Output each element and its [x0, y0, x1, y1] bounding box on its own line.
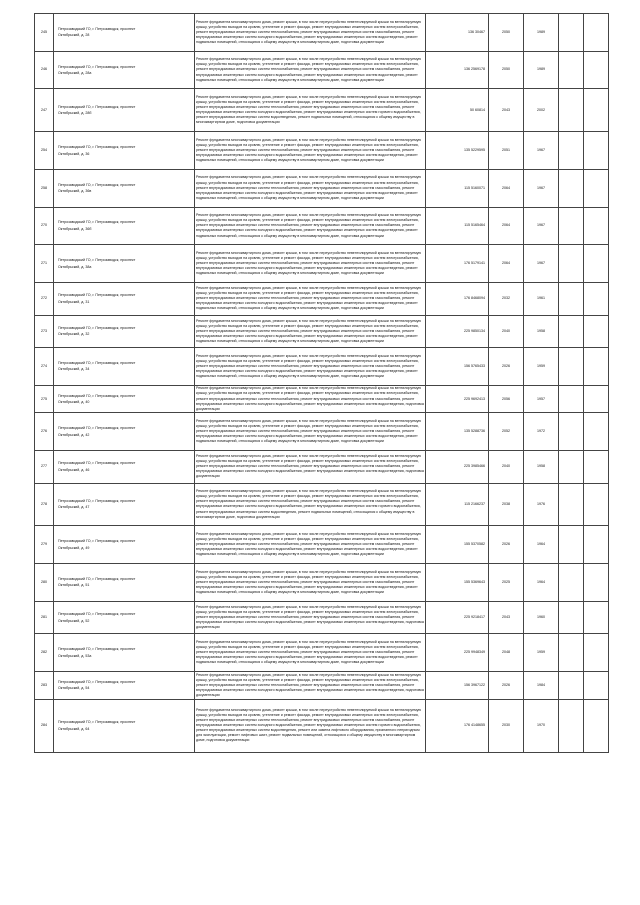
planned-year: 2064: [489, 245, 524, 283]
empty-cell: [584, 483, 609, 526]
address-line-1: Петрозаводский ГО, г. Петрозаводск, проспект: [58, 720, 136, 725]
works-description: Ремонт фундамента многоквартирного дома, ремонт крыши, в том числе переустройство невентилируемой крыши на вентилируемую крышу, устройство выходов на кровлю, утепление и ремонт фасада, ремонт внутридомовых инженерных систем электроснабжения, ремонт внутридомовых инженерных систем теплоснабжения, ремонт внутридомовых инженерных систем газоснабжения, ремонт внутридомовых инженерных систем холодного водоснабжения, ремонт внутридомовых инженерных систем водоотведения, подготовка документации: [195, 601, 426, 634]
address-cell: [54, 14, 195, 52]
cost-value: 135 5229595: [426, 132, 489, 170]
address-line-1: Петрозаводский ГО, г. Петрозаводск, проспект: [58, 612, 136, 617]
build-year: 1967: [524, 132, 559, 170]
address-line-1: Петрозаводский ГО, г. Петрозаводск, проспект: [58, 325, 136, 330]
cost-value: 155 5369643: [426, 564, 489, 602]
empty-cell: [559, 207, 584, 245]
row-number: 272: [35, 282, 54, 315]
row-number: 274: [35, 348, 54, 386]
cost-value: 135 5288736: [426, 413, 489, 451]
address-cell: [54, 413, 195, 451]
build-year: 1967: [524, 207, 559, 245]
works-description: Ремонт фундамента многоквартирного дома, ремонт крыши, в том числе переустройство невентилируемой крыши на вентилируемую крышу, устройство выходов на кровлю, утепление и ремонт фасада, ремонт внутридомовых инженерных систем электроснабжения, ремонт внутридомовых инженерных систем теплоснабжения, ремонт внутридомовых инженерных систем газоснабжения, ремонт внутридомовых инженерных систем холодного водоснабжения, ремонт внутридомовых инженерных систем водоотведения, подготовка документации: [195, 672, 426, 700]
empty-cell: [559, 699, 584, 752]
build-year: 1960: [524, 601, 559, 634]
planned-year: 2040: [489, 450, 524, 483]
address-line-1: Петрозаводский ГО, г. Петрозаводск, проспект: [58, 393, 136, 398]
planned-year: 2051: [489, 132, 524, 170]
cost-value: 115 5165464: [426, 207, 489, 245]
empty-cell: [584, 699, 609, 752]
address-line-2: Октябрьский, д. 54: [58, 686, 90, 691]
address-cell: [54, 132, 195, 170]
address-line-2: Октябрьский, д. 31: [58, 299, 90, 304]
planned-year: 2043: [489, 601, 524, 634]
cost-value: 225 9948349: [426, 634, 489, 672]
works-description: Ремонт фундамента многоквартирного дома, ремонт крыши, в том числе переустройство невентилируемой крыши на вентилируемую крышу, устройство выходов на кровлю, утепление и ремонт фасада, ремонт внутридомовых инженерных систем электроснабжения, ремонт внутридомовых инженерных систем теплоснабжения, ремонт внутридомовых инженерных систем газоснабжения, ремонт внутридомовых инженерных систем холодного водоснабжения, ремонт внутридомовых инженерных систем водоотведения, ремонт подвальных помещений, относящихся к общему имуществу в многоквартирном доме, подготовка документации: [195, 207, 426, 245]
address-line-2: Октябрьский, д. 49: [58, 545, 90, 550]
works-description: Ремонт фундамента многоквартирного дома, ремонт крыши, в том числе переустройство невентилируемой крыши на вентилируемую крышу, устройство выходов на кровлю, утепление и ремонт фасада, ремонт внутридомовых инженерных систем электроснабжения, ремонт внутридомовых инженерных систем теплоснабжения, ремонт внутридомовых инженерных систем газоснабжения, ремонт внутридомовых инженерных систем холодного водоснабжения, ремонт внутридомовых инженерных систем водоотведения, ремонт подвальных помещений, относящихся к общему имуществу в многоквартирном доме, подготовка документации: [195, 169, 426, 207]
build-year: 1972: [524, 413, 559, 451]
cost-value: 115 2166237: [426, 483, 489, 526]
cost-value: 115 5160071: [426, 169, 489, 207]
cost-value: 225 3985466: [426, 450, 489, 483]
table-row: [35, 699, 609, 752]
works-description: Ремонт фундамента многоквартирного дома, ремонт крыши, в том числе переустройство невентилируемой крыши на вентилируемую крышу, устройство выходов на кровлю, утепление и ремонт фасада, ремонт внутридомовых инженерных систем электроснабжения, ремонт внутридомовых инженерных систем теплоснабжения, ремонт внутридомовых инженерных систем газоснабжения, ремонт внутридомовых инженерных систем холодного водоснабжения, ремонт внутридомовых инженерных систем водоотведения, ремонт подвальных помещений, относящихся к общему имуществу в многоквартирном доме, подготовка документации: [195, 634, 426, 672]
address-line-2: Октябрьский, д. 28б: [58, 111, 92, 116]
address-line-2: Октябрьский, д. 46: [58, 467, 90, 472]
works-description: Ремонт фундамента многоквартирного дома, ремонт крыши, в том числе переустройство невентилируемой крыши на вентилируемую крышу, устройство выходов на кровлю, утепление и ремонт фасада, ремонт внутридомовых инженерных систем электроснабжения, ремонт внутридомовых инженерных систем теплоснабжения, ремонт внутридомовых инженерных систем газоснабжения, ремонт внутридомовых инженерных систем холодного водоснабжения, ремонт внутридомовых инженерных систем водоотведения, ремонт подвальных помещений, относящихся к общему имуществу в многоквартирном доме, подготовка документации: [195, 282, 426, 315]
empty-cell: [559, 282, 584, 315]
address-cell: [54, 672, 195, 700]
address-cell: [54, 245, 195, 283]
address-line-2: Октябрьский, д. 52: [58, 618, 90, 623]
row-number: 278: [35, 483, 54, 526]
cost-value: 225 9692413: [426, 385, 489, 413]
address-line-1: Петрозаводский ГО, г. Петрозаводск, проспект: [58, 498, 136, 503]
works-description: Ремонт фундамента многоквартирного дома, ремонт крыши, в том числе переустройство невентилируемой крыши на вентилируемую крышу, устройство выходов на кровлю, утепление и ремонт фасада, ремонт внутридомовых инженерных систем электроснабжения, ремонт внутридомовых инженерных систем теплоснабжения, ремонт внутридомовых инженерных систем газоснабжения, ремонт внутридомовых инженерных систем холодного водоснабжения, ремонт внутридомовых инженерных систем водоотведения, ремонт подвальных помещений, относящихся к общему имуществу в многоквартирном доме, подготовка документации: [195, 245, 426, 283]
cost-value: 176 5179141: [426, 245, 489, 283]
planned-year: 2050: [489, 14, 524, 52]
empty-cell: [559, 672, 584, 700]
empty-cell: [559, 564, 584, 602]
empty-cell: [584, 564, 609, 602]
planned-year: 2043: [489, 89, 524, 132]
table-row: [35, 245, 609, 283]
cost-value: 225 9218417: [426, 601, 489, 634]
empty-cell: [559, 601, 584, 634]
row-number: 245: [35, 14, 54, 52]
build-year: 1989: [524, 14, 559, 52]
empty-cell: [584, 526, 609, 564]
address-cell: [54, 634, 195, 672]
cost-value: 136 30467: [426, 14, 489, 52]
row-number: 282: [35, 634, 54, 672]
address-line-1: Петрозаводский ГО, г. Петрозаводск, проспект: [58, 426, 136, 431]
empty-cell: [584, 51, 609, 89]
address-line-1: Петрозаводский ГО, г. Петрозаводск, проспект: [58, 64, 136, 69]
works-description: Ремонт фундамента многоквартирного дома, ремонт крыши, в том числе переустройство невентилируемой крыши на вентилируемую крышу, устройство выходов на кровлю, утепление и ремонт фасада, ремонт внутридомовых инженерных систем электроснабжения, ремонт внутридомовых инженерных систем теплоснабжения, ремонт внутридомовых инженерных систем газоснабжения, ремонт внутридомовых инженерных систем холодного водоснабжения, ремонт внутридомовых инженерных систем горячего водоснабжения, ремонт внутридомовых инженерных систем водоотведения, ремонт или замена лифтового оборудования, признанного непригодным для эксплуатации, ремонт лифтовых шахт, ремонт подвальных помещений, относящихся к общему имуществу в многоквартирном доме, подготовка документации: [195, 699, 426, 752]
address-line-1: Петрозаводский ГО, г. Петрозаводск, проспект: [58, 679, 136, 684]
address-line-2: Октябрьский, д. 64: [58, 726, 90, 731]
empty-cell: [584, 385, 609, 413]
address-line-2: Октябрьский, д. 28а: [58, 71, 92, 76]
table-row: [35, 14, 609, 52]
planned-year: 2048: [489, 634, 524, 672]
table-row: [35, 483, 609, 526]
empty-cell: [559, 413, 584, 451]
cost-value: 50 60814: [426, 89, 489, 132]
address-cell: [54, 483, 195, 526]
empty-cell: [584, 14, 609, 52]
table-row: [35, 450, 609, 483]
address-cell: [54, 564, 195, 602]
empty-cell: [584, 634, 609, 672]
address-cell: [54, 601, 195, 634]
build-year: 1958: [524, 450, 559, 483]
address-line-2: Октябрьский, д. 32: [58, 332, 90, 337]
row-number: 254: [35, 132, 54, 170]
table-row: [35, 413, 609, 451]
row-number: 271: [35, 245, 54, 283]
build-year: 1989: [524, 51, 559, 89]
planned-year: 2052: [489, 413, 524, 451]
build-year: 1984: [524, 672, 559, 700]
table-row: [35, 282, 609, 315]
build-year: 1970: [524, 699, 559, 752]
planned-year: 2026: [489, 672, 524, 700]
build-year: 1959: [524, 348, 559, 386]
works-description: Ремонт фундамента многоквартирного дома, ремонт крыши, в том числе переустройство невентилируемой крыши на вентилируемую крышу, устройство выходов на кровлю, утепление и ремонт фасада, ремонт внутридомовых инженерных систем электроснабжения, ремонт внутридомовых инженерных систем теплоснабжения, ремонт внутридомовых инженерных систем газоснабжения, ремонт внутридомовых инженерных систем холодного водоснабжения, ремонт внутридомовых инженерных систем водоотведения, ремонт подвальных помещений, относящихся к общему имуществу в многоквартирном доме, подготовка документации: [195, 51, 426, 89]
table-body: [35, 14, 609, 753]
planned-year: 2038: [489, 483, 524, 526]
build-year: 1959: [524, 634, 559, 672]
row-number: 270: [35, 207, 54, 245]
build-year: 1967: [524, 169, 559, 207]
empty-cell: [559, 385, 584, 413]
planned-year: 2064: [489, 207, 524, 245]
address-cell: [54, 450, 195, 483]
empty-cell: [584, 413, 609, 451]
empty-cell: [559, 14, 584, 52]
cost-value: 136 2569178: [426, 51, 489, 89]
table-row: [35, 385, 609, 413]
empty-cell: [559, 132, 584, 170]
address-line-1: Петрозаводский ГО, г. Петрозаводск, проспект: [58, 220, 136, 225]
empty-cell: [584, 89, 609, 132]
address-line-2: Октябрьский, д. 42: [58, 432, 90, 437]
address-cell: [54, 526, 195, 564]
empty-cell: [584, 348, 609, 386]
planned-year: 2026: [489, 348, 524, 386]
empty-cell: [584, 672, 609, 700]
cost-value: 176 4148655: [426, 699, 489, 752]
row-number: 284: [35, 699, 54, 752]
address-line-1: Петрозаводский ГО, г. Петрозаводск, проспект: [58, 145, 136, 150]
works-description: Ремонт фундамента многоквартирного дома, ремонт крыши, в том числе переустройство невентилируемой крыши на вентилируемую крышу, устройство выходов на кровлю, утепление и ремонт фасада, ремонт внутридомовых инженерных систем электроснабжения, ремонт внутридомовых инженерных систем теплоснабжения, ремонт внутридомовых инженерных систем газоснабжения, ремонт внутридомовых инженерных систем холодного водоснабжения, ремонт внутридомовых инженерных систем водоотведения, подготовка документации: [195, 450, 426, 483]
address-line-1: Петрозаводский ГО, г. Петрозаводск, проспект: [58, 258, 136, 263]
row-number: 258: [35, 169, 54, 207]
empty-cell: [584, 245, 609, 283]
table-row: [35, 634, 609, 672]
build-year: 1964: [524, 564, 559, 602]
address-cell: [54, 699, 195, 752]
empty-cell: [559, 315, 584, 348]
address-line-2: Октябрьский, д. 53а: [58, 653, 92, 658]
address-cell: [54, 348, 195, 386]
address-line-1: Петрозаводский ГО, г. Петрозаводск, проспект: [58, 360, 136, 365]
works-description: Ремонт фундамента многоквартирного дома, ремонт крыши, в том числе переустройство невентилируемой крыши на вентилируемую крышу, устройство выходов на кровлю, утепление и ремонт фасада, ремонт внутридомовых инженерных систем электроснабжения, ремонт внутридомовых инженерных систем теплоснабжения, ремонт внутридомовых инженерных систем газоснабжения, ремонт внутридомовых инженерных систем холодного водоснабжения, ремонт внутридомовых инженерных систем водоотведения, ремонт подвальных помещений, относящихся к общему имуществу в многоквартирном доме, подготовка документации: [195, 14, 426, 52]
empty-cell: [584, 450, 609, 483]
planned-year: 2030: [489, 699, 524, 752]
planned-year: 2050: [489, 51, 524, 89]
row-number: 275: [35, 385, 54, 413]
address-line-1: Петрозаводский ГО, г. Петрозаводск, проспект: [58, 647, 136, 652]
empty-cell: [559, 89, 584, 132]
works-description: Ремонт фундамента многоквартирного дома, ремонт крыши, в том числе переустройство невентилируемой крыши на вентилируемую крышу, устройство выходов на кровлю, утепление и ремонт фасада, ремонт внутридомовых инженерных систем электроснабжения, ремонт внутридомовых инженерных систем теплоснабжения, ремонт внутридомовых инженерных систем газоснабжения, ремонт внутридомовых инженерных систем холодного водоснабжения, ремонт внутридомовых инженерных систем водоотведения, ремонт подвальных помещений, относящихся к общему имуществу в многоквартирном доме, подготовка документации: [195, 348, 426, 386]
table-row: [35, 51, 609, 89]
planned-year: 2040: [489, 315, 524, 348]
address-cell: [54, 315, 195, 348]
empty-cell: [559, 634, 584, 672]
cost-value: 156 3967122: [426, 672, 489, 700]
build-year: 1964: [524, 526, 559, 564]
row-number: 247: [35, 89, 54, 132]
address-line-1: Петрозаводский ГО, г. Петрозаводск, проспект: [58, 576, 136, 581]
address-cell: [54, 89, 195, 132]
empty-cell: [559, 483, 584, 526]
row-number: 273: [35, 315, 54, 348]
empty-cell: [559, 526, 584, 564]
address-line-1: Петрозаводский ГО, г. Петрозаводск, проспект: [58, 104, 136, 109]
address-line-2: Октябрьский, д. 51: [58, 583, 90, 588]
build-year: 1976: [524, 483, 559, 526]
address-line-1: Петрозаводский ГО, г. Петрозаводск, проспект: [58, 539, 136, 544]
works-table: [34, 13, 609, 753]
works-description: Ремонт фундамента многоквартирного дома, ремонт крыши, в том числе переустройство невентилируемой крыши на вентилируемую крышу, устройство выходов на кровлю, утепление и ремонт фасада, ремонт внутридомовых инженерных систем электроснабжения, ремонт внутридомовых инженерных систем теплоснабжения, ремонт внутридомовых инженерных систем газоснабжения, ремонт внутридомовых инженерных систем холодного водоснабжения, ремонт внутридомовых инженерных систем горячего водоснабжения, ремонт внутридомовых инженерных систем водоотведения, ремонт подвальных помещений, относящихся к общему имуществу в многоквартирном доме, подготовка документации: [195, 89, 426, 132]
address-line-1: Петрозаводский ГО, г. Петрозаводск, проспект: [58, 182, 136, 187]
build-year: 1957: [524, 385, 559, 413]
build-year: 1967: [524, 245, 559, 283]
address-line-2: Октябрьский, д. 28: [58, 33, 90, 38]
address-line-2: Октябрьский, д. 34: [58, 367, 90, 372]
empty-cell: [584, 132, 609, 170]
empty-cell: [559, 51, 584, 89]
cost-value: 176 8468094: [426, 282, 489, 315]
table-row: [35, 89, 609, 132]
table-row: [35, 564, 609, 602]
table-row: [35, 169, 609, 207]
planned-year: 2032: [489, 282, 524, 315]
table-row: [35, 672, 609, 700]
empty-cell: [559, 348, 584, 386]
row-number: 281: [35, 601, 54, 634]
empty-cell: [584, 315, 609, 348]
empty-cell: [559, 245, 584, 283]
address-line-1: Петрозаводский ГО, г. Петрозаводск, проспект: [58, 293, 136, 298]
address-cell: [54, 169, 195, 207]
planned-year: 2064: [489, 169, 524, 207]
address-line-2: Октябрьский, д. 36в: [58, 189, 92, 194]
planned-year: 2056: [489, 385, 524, 413]
table-row: [35, 526, 609, 564]
address-cell: [54, 385, 195, 413]
row-number: 246: [35, 51, 54, 89]
table-row: [35, 348, 609, 386]
address-line-1: Петрозаводский ГО, г. Петрозаводск, проспект: [58, 461, 136, 466]
row-number: 277: [35, 450, 54, 483]
table-row: [35, 207, 609, 245]
empty-cell: [559, 450, 584, 483]
planned-year: 2026: [489, 526, 524, 564]
build-year: 1961: [524, 282, 559, 315]
works-description: Ремонт фундамента многоквартирного дома, ремонт крыши, в том числе переустройство невентилируемой крыши на вентилируемую крышу, устройство выходов на кровлю, утепление и ремонт фасада, ремонт внутридомовых инженерных систем электроснабжения, ремонт внутридомовых инженерных систем теплоснабжения, ремонт внутридомовых инженерных систем газоснабжения, ремонт внутридомовых инженерных систем холодного водоснабжения, ремонт внутридомовых инженерных систем водоотведения, подготовка документации: [195, 385, 426, 413]
row-number: 280: [35, 564, 54, 602]
works-description: Ремонт фундамента многоквартирного дома, ремонт крыши, в том числе переустройство невентилируемой крыши на вентилируемую крышу, устройство выходов на кровлю, утепление и ремонт фасада, ремонт внутридомовых инженерных систем электроснабжения, ремонт внутридомовых инженерных систем теплоснабжения, ремонт внутридомовых инженерных систем газоснабжения, ремонт внутридомовых инженерных систем холодного водоснабжения, ремонт внутридомовых инженерных систем водоотведения, ремонт подвальных помещений, относящихся к общему имуществу в многоквартирном доме, подготовка документации: [195, 413, 426, 451]
empty-cell: [559, 169, 584, 207]
table-row: [35, 132, 609, 170]
works-description: Ремонт фундамента многоквартирного дома, ремонт крыши, в том числе переустройство невентилируемой крыши на вентилируемую крышу, устройство выходов на кровлю, утепление и ремонт фасада, ремонт внутридомовых инженерных систем электроснабжения, ремонт внутридомовых инженерных систем теплоснабжения, ремонт внутридомовых инженерных систем газоснабжения, ремонт внутридомовых инженерных систем холодного водоснабжения, ремонт внутридомовых инженерных систем водоотведения, ремонт подвальных помещений, относящихся к общему имуществу в многоквартирном доме, подготовка документации: [195, 315, 426, 348]
row-number: 276: [35, 413, 54, 451]
cost-value: 155 5370582: [426, 526, 489, 564]
row-number: 279: [35, 526, 54, 564]
empty-cell: [584, 207, 609, 245]
empty-cell: [584, 282, 609, 315]
build-year: 1958: [524, 315, 559, 348]
address-line-2: Октябрьский, д. 40: [58, 400, 90, 405]
works-description: Ремонт фундамента многоквартирного дома, ремонт крыши, в том числе переустройство невентилируемой крыши на вентилируемую крышу, устройство выходов на кровлю, утепление и ремонт фасада, ремонт внутридомовых инженерных систем электроснабжения, ремонт внутридомовых инженерных систем теплоснабжения, ремонт внутридомовых инженерных систем газоснабжения, ремонт внутридомовых инженерных систем холодного водоснабжения, ремонт внутридомовых инженерных систем водоотведения, ремонт подвальных помещений, относящихся к общему имуществу в многоквартирном доме, подготовка документации: [195, 526, 426, 564]
address-line-1: Петрозаводский ГО, г. Петрозаводск, проспект: [58, 26, 136, 31]
works-description: Ремонт фундамента многоквартирного дома, ремонт крыши, в том числе переустройство невентилируемой крыши на вентилируемую крышу, устройство выходов на кровлю, утепление и ремонт фасада, ремонт внутридомовых инженерных систем электроснабжения, ремонт внутридомовых инженерных систем теплоснабжения, ремонт внутридомовых инженерных систем газоснабжения, ремонт внутридомовых инженерных систем холодного водоснабжения, ремонт внутридомовых инженерных систем водоотведения, ремонт подвальных помещений, относящихся к общему имуществу в многоквартирном доме, подготовка документации: [195, 132, 426, 170]
address-line-2: Октябрьский, д. 36: [58, 151, 90, 156]
table-row: [35, 601, 609, 634]
row-number: 283: [35, 672, 54, 700]
address-cell: [54, 51, 195, 89]
build-year: 2002: [524, 89, 559, 132]
empty-cell: [584, 601, 609, 634]
cost-value: 225 9850134: [426, 315, 489, 348]
address-line-2: Октябрьский, д. 38а: [58, 264, 92, 269]
works-description: Ремонт фундамента многоквартирного дома, ремонт крыши, в том числе переустройство невентилируемой крыши на вентилируемую крышу, устройство выходов на кровлю, утепление и ремонт фасада, ремонт внутридомовых инженерных систем электроснабжения, ремонт внутридомовых инженерных систем теплоснабжения, ремонт внутридомовых инженерных систем газоснабжения, ремонт внутридомовых инженерных систем холодного водоснабжения, ремонт внутридомовых инженерных систем водоотведения, ремонт подвальных помещений, относящихся к общему имуществу в многоквартирном доме, подготовка документации: [195, 564, 426, 602]
address-line-2: Октябрьский, д. 36б: [58, 226, 92, 231]
address-cell: [54, 282, 195, 315]
cost-value: 156 5765433: [426, 348, 489, 386]
empty-cell: [584, 169, 609, 207]
works-description: Ремонт фундамента многоквартирного дома, ремонт крыши, в том числе переустройство невентилируемой крыши на вентилируемую крышу, устройство выходов на кровлю, утепление и ремонт фасада, ремонт внутридомовых инженерных систем электроснабжения, ремонт внутридомовых инженерных систем теплоснабжения, ремонт внутридомовых инженерных систем газоснабжения, ремонт внутридомовых инженерных систем холодного водоснабжения, ремонт внутридомовых инженерных систем горячего водоснабжения, ремонт внутридомовых инженерных систем водоотведения, ремонт подвальных помещений, относящихся к общему имуществу в многоквартирном доме, подготовка документации: [195, 483, 426, 526]
table-row: [35, 315, 609, 348]
planned-year: 2025: [489, 564, 524, 602]
address-line-2: Октябрьский, д. 47: [58, 505, 90, 510]
address-cell: [54, 207, 195, 245]
